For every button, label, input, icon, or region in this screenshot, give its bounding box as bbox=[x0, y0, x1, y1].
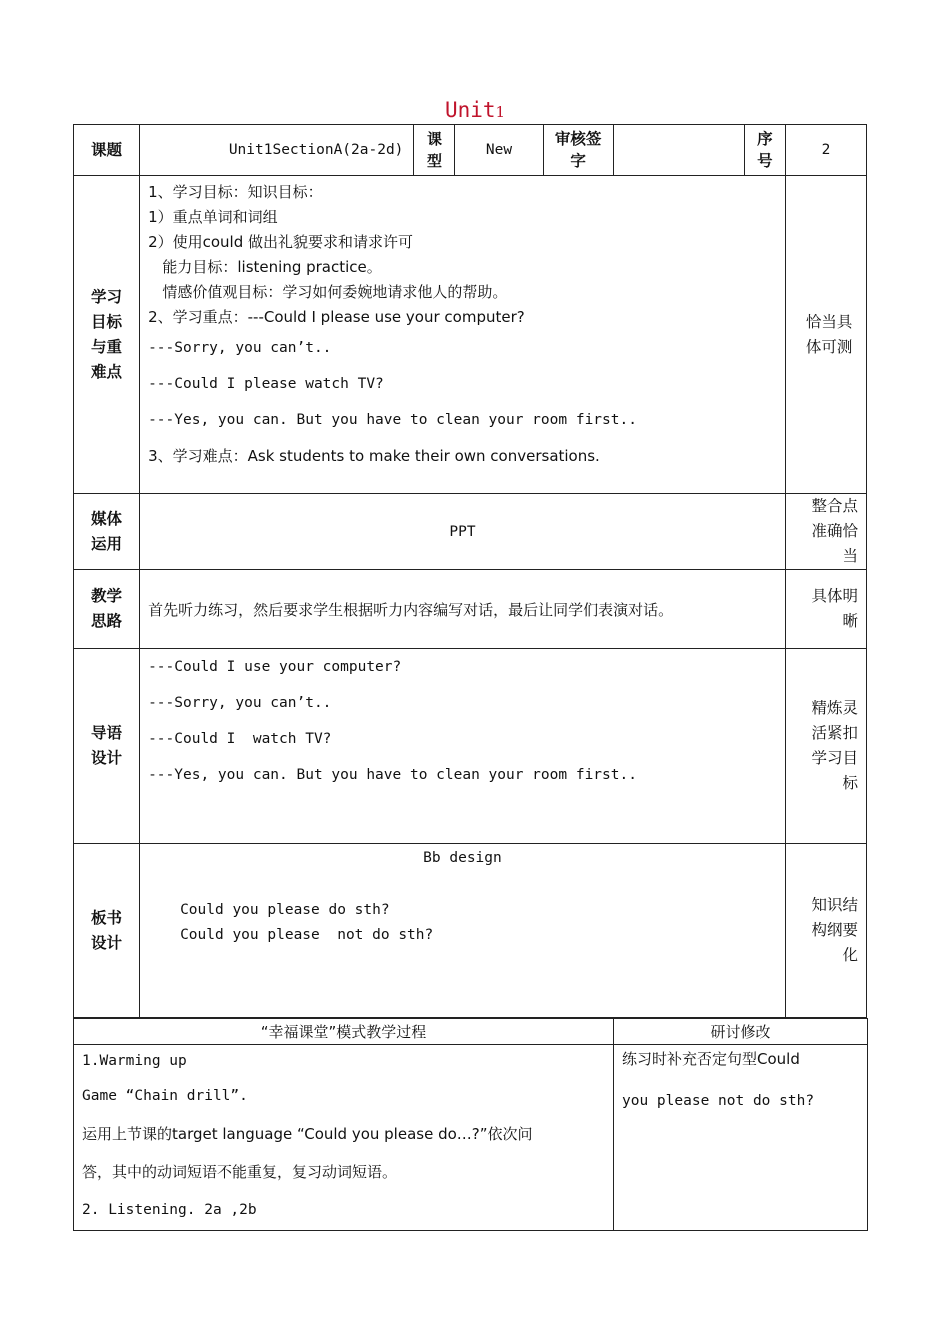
review-value bbox=[613, 125, 744, 176]
goals-line: ---Yes, you can. But you have to clean your room first.. bbox=[148, 412, 637, 428]
type-label: 课型 bbox=[414, 125, 455, 176]
guide-row bbox=[74, 649, 867, 844]
board-side-note: 知识结构纲要化 bbox=[785, 844, 866, 1018]
goals-line: 2、学习重点：---Could I please use your computer? bbox=[148, 308, 525, 326]
process-revision-line: you please not do sth? bbox=[622, 1093, 815, 1109]
guide-line: ---Could I watch TV? bbox=[148, 731, 332, 747]
board-row bbox=[74, 844, 867, 1018]
media-label: 媒体运用 bbox=[74, 494, 140, 570]
process-line: 运用上节课的target language “Could you please do…?”依次问 bbox=[82, 1125, 533, 1143]
title-number: 1 bbox=[495, 103, 506, 121]
goals-label: 学习目标与重难点 bbox=[74, 176, 140, 494]
guide-line: ---Could I use your computer? bbox=[148, 659, 402, 675]
title-main: Unit bbox=[444, 98, 496, 122]
board-line: Could you please not do sth? bbox=[180, 927, 434, 943]
goals-line: 1）重点单词和词组 bbox=[148, 208, 278, 226]
approach-value: 首先听力练习，然后要求学生根据听力内容编写对话，最后让同学们表演对话。 bbox=[140, 570, 786, 649]
document-title bbox=[0, 98, 950, 123]
process-line: 答，其中的动词短语不能重复，复习动词短语。 bbox=[82, 1163, 398, 1181]
goals-line: 2）使用could 做出礼貌要求和请求许可 bbox=[148, 233, 414, 251]
goals-row bbox=[74, 176, 867, 494]
guide-side-note: 精炼灵活紧扣学习目标 bbox=[785, 649, 866, 844]
process-right-content bbox=[614, 1045, 868, 1231]
goals-line: ---Could I please watch TV? bbox=[148, 376, 384, 392]
approach-row bbox=[74, 570, 867, 649]
board-heading: Bb design bbox=[423, 850, 502, 866]
media-row bbox=[74, 494, 867, 570]
guide-label: 导语设计 bbox=[74, 649, 140, 844]
process-left-content bbox=[74, 1045, 614, 1231]
review-label: 审核签字 bbox=[543, 125, 613, 176]
media-value: PPT bbox=[140, 494, 786, 570]
approach-label: 教学思路 bbox=[74, 570, 140, 649]
board-line: Could you please do sth? bbox=[180, 902, 390, 918]
seq-label: 序号 bbox=[744, 125, 785, 176]
goals-line: 1、学习目标：知识目标： bbox=[148, 183, 323, 201]
goals-line: 情感价值观目标：学习如何委婉地请求他人的帮助。 bbox=[148, 283, 508, 301]
goals-line: 3、学习难点：Ask students to make their own conversations. bbox=[148, 447, 600, 465]
goals-line: 能力目标：listening practice。 bbox=[148, 258, 382, 276]
process-line: 2. Listening. 2a ,2b bbox=[82, 1202, 257, 1218]
process-line: 1.Warming up bbox=[82, 1053, 187, 1069]
guide-line: ---Yes, you can. But you have to clean your room first.. bbox=[148, 767, 637, 783]
seq-value: 2 bbox=[785, 125, 866, 176]
process-header-left: “幸福课堂”模式教学过程 bbox=[74, 1019, 614, 1045]
topic-value: Unit1SectionA(2a-2d) bbox=[140, 125, 414, 176]
header-row bbox=[74, 125, 867, 176]
process-header-right: 研讨修改 bbox=[614, 1019, 868, 1045]
topic-label: 课题 bbox=[74, 125, 140, 176]
process-line: Game “Chain drill”. bbox=[82, 1088, 248, 1104]
process-table bbox=[73, 1018, 868, 1231]
guide-content bbox=[140, 649, 786, 844]
process-header-row bbox=[74, 1019, 868, 1045]
media-side-note: 整合点准确恰当 bbox=[785, 494, 866, 570]
goals-line: ---Sorry, you can’t.. bbox=[148, 340, 332, 356]
guide-line: ---Sorry, you can’t.. bbox=[148, 695, 332, 711]
board-content bbox=[140, 844, 786, 1018]
process-body-row bbox=[74, 1045, 868, 1231]
lesson-plan-table bbox=[73, 124, 867, 1018]
type-value: New bbox=[455, 125, 543, 176]
goals-content bbox=[140, 176, 786, 494]
board-label: 板书设计 bbox=[74, 844, 140, 1018]
goals-side-note: 恰当具体可测 bbox=[785, 176, 866, 494]
approach-side-note: 具体明晰 bbox=[785, 570, 866, 649]
process-revision-line: 练习时补充否定句型Could bbox=[622, 1050, 800, 1068]
